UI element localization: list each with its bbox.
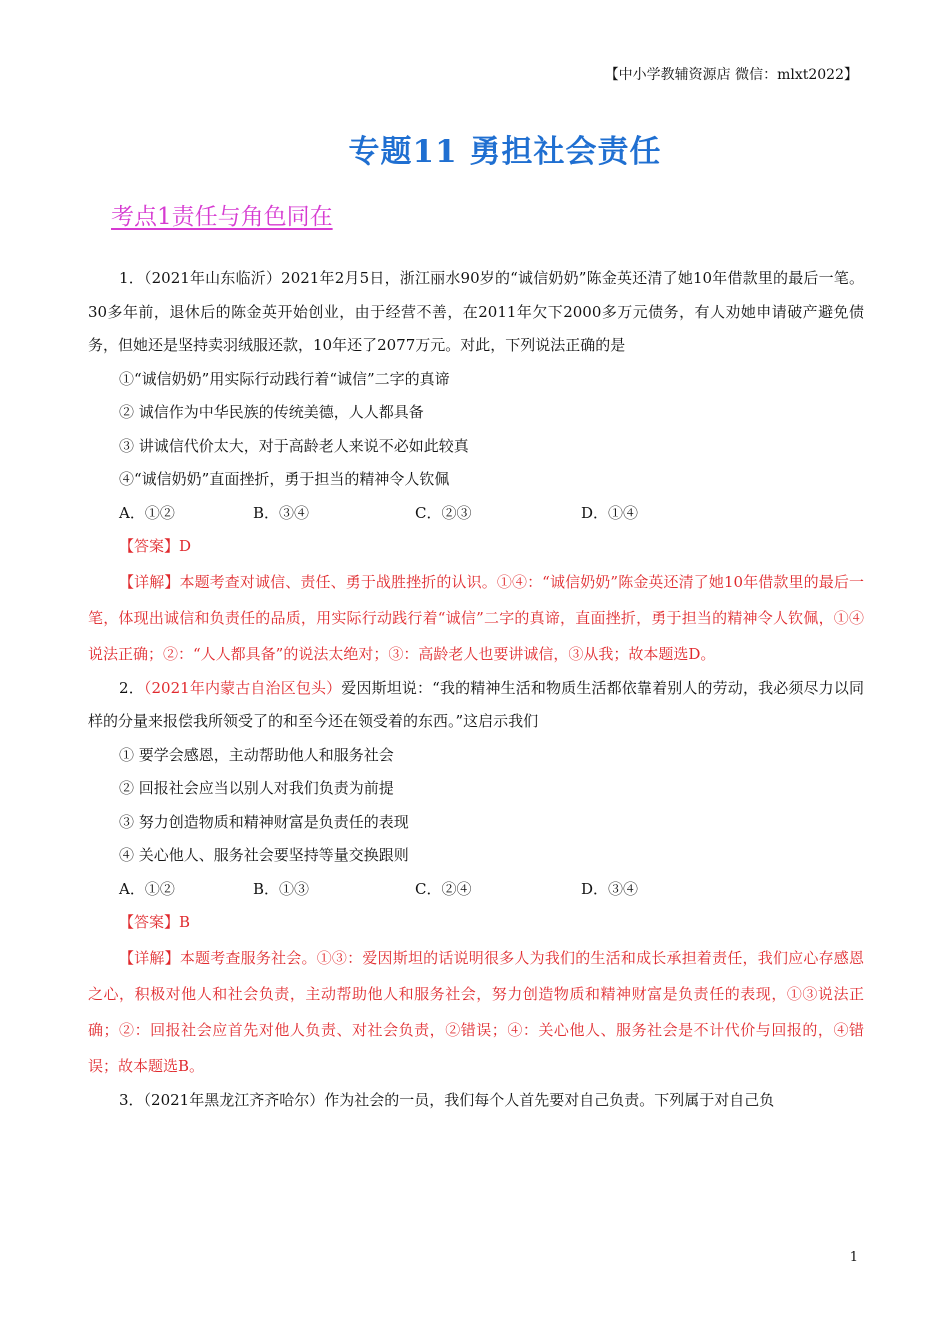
page-title: 专题11 勇担社会责任 bbox=[348, 134, 662, 170]
question-number: 1． bbox=[119, 269, 144, 287]
section-title: 考点1责任与角色同在 bbox=[111, 204, 333, 230]
option: ② 诚信作为中华民族的传统美德，人人都具备 bbox=[119, 403, 424, 421]
choice-d: D．①④ bbox=[581, 503, 639, 522]
option: ④ 关心他人、服务社会要坚持等量交换跟则 bbox=[119, 846, 409, 864]
question-3 bbox=[88, 1084, 864, 1118]
option: ①“诚信奶奶”用实际行动践行着“诚信”二字的真谛 bbox=[119, 369, 450, 388]
question-stem bbox=[88, 262, 864, 363]
option: ① 要学会感恩，主动帮助他人和服务社会 bbox=[119, 745, 394, 764]
choice-c: C．②③ bbox=[415, 503, 472, 522]
content bbox=[88, 226, 864, 1117]
header-note: 【中小学教辅资源店 微信：mlxt2022】 bbox=[604, 67, 858, 83]
answer: 【答案】B bbox=[119, 913, 191, 931]
question-source: （2021年黑龙江齐齐哈尔） bbox=[143, 1090, 325, 1109]
detail: 【详解】本题考查服务社会。①③：爱因斯坦的话说明很多人为我们的生活和成长承担着责任，我们应心存感恩之心，积极对他人和社会负责，主动帮助他人和服务社会，努力创造物质和精神财富是负责任的表现，①③说法正确；②：回报社会应首先对他人负责、对社会负责，②错误；④：关心他人、服务社会是不计代价与回报的，④错误；故本题选B。 bbox=[88, 948, 864, 1075]
question-text: 爱因斯坦说：“我的精神生活和物质生活都依靠着别人的劳动，我必须尽力以同样的分量来报偿我所领受了的和至今还在领受着的东西。”这启示我们 bbox=[88, 678, 864, 730]
question-stem bbox=[88, 672, 864, 739]
question-stem bbox=[88, 1084, 864, 1118]
answer: 【答案】D bbox=[119, 537, 192, 555]
choice-c: C．②④ bbox=[415, 879, 472, 898]
option: ④“诚信奶奶”直面挫折，勇于担当的精神令人钦佩 bbox=[119, 470, 450, 488]
option: ③ 讲诚信代价太大，对于高龄老人来说不必如此较真 bbox=[119, 436, 469, 455]
option: ③ 努力创造物质和精神财富是负责任的表现 bbox=[119, 812, 409, 831]
choice-a: A．①② bbox=[119, 879, 175, 898]
question-2 bbox=[88, 672, 864, 1084]
option: ② 回报社会应当以别人对我们负责为前提 bbox=[119, 779, 394, 797]
page-number: 1 bbox=[849, 1250, 858, 1265]
question-source: （2021年山东临沂） bbox=[143, 269, 282, 287]
choice-d: D．③④ bbox=[581, 879, 639, 898]
question-text: 2021年2月5日，浙江丽水90岁的“诚信奶奶”陈金英还清了她10年借款里的最后一笔。30多年前，退休后的陈金英开始创业，由于经营不善，在2011年欠下2000多万元债务，有人劝她申请破产避免债务，但她还是坚持卖羽绒服还款，10年还了2077万元。对此，下列说法正确的是 bbox=[88, 269, 865, 354]
choice-b: B．①③ bbox=[253, 879, 310, 898]
choices bbox=[88, 873, 864, 907]
choices bbox=[88, 497, 864, 531]
choice-b: B．③④ bbox=[253, 503, 310, 522]
choice-a: A．①② bbox=[119, 503, 175, 522]
detail: 【详解】本题考查对诚信、责任、勇于战胜挫折的认识。①④：“诚信奶奶”陈金英还清了她10年借款里的最后一笔，体现出诚信和负责任的品质，用实际行动践行着“诚信”二字的真谛，直面挫折，勇于担当的精神令人钦佩，①④说法正确；②：“人人都具备”的说法太绝对；③：高龄老人也要讲诚信，③从我；故本题选D。 bbox=[88, 572, 864, 663]
question-number: 2． bbox=[119, 678, 144, 697]
question-source: （2021年内蒙古自治区包头） bbox=[143, 678, 342, 697]
question-number: 3． bbox=[119, 1090, 144, 1109]
question-text: 作为社会的一员，我们每个人首先要对自己负责。下列属于对自己负 bbox=[324, 1090, 775, 1109]
question-1 bbox=[88, 262, 864, 672]
